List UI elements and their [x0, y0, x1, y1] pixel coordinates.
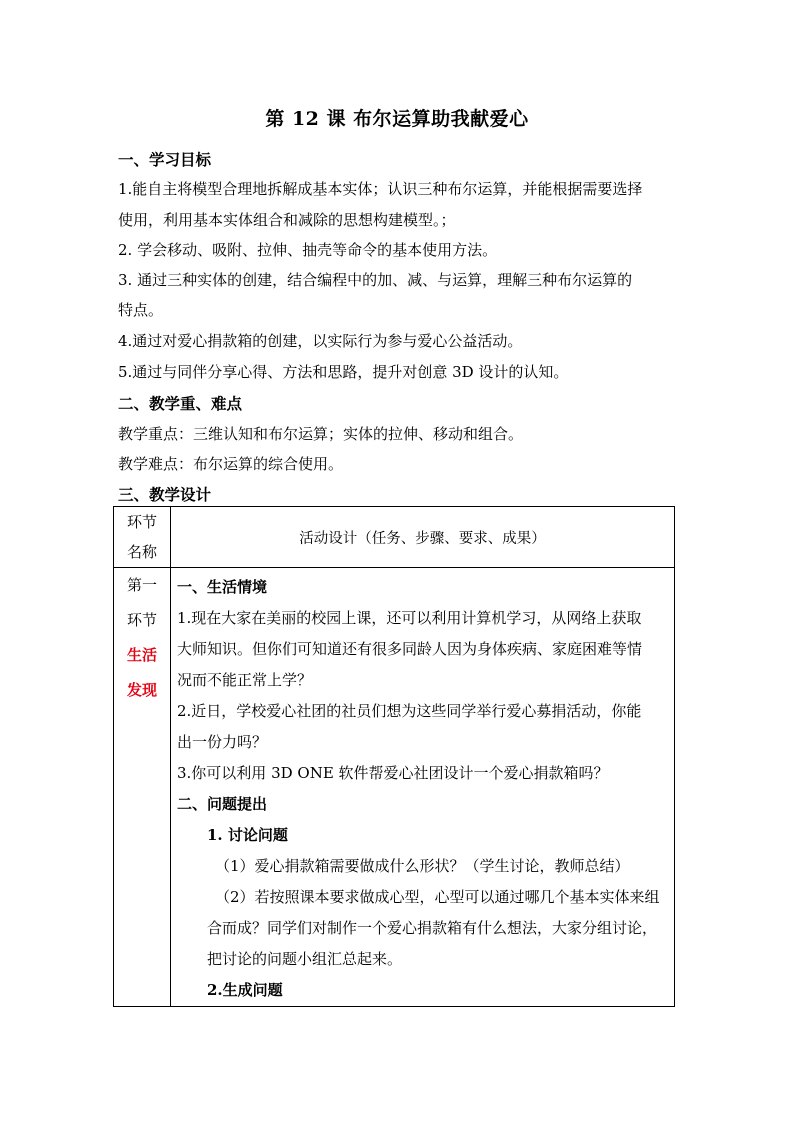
content-subheading: 1. 讨论问题 — [207, 826, 288, 844]
goal-line: 4.通过对爱心捐款箱的创建，以实际行为参与爱心公益活动。 — [118, 332, 523, 350]
section-heading-goals: 一、学习目标 — [118, 150, 212, 169]
goal-line: 使用，利用基本实体组合和减除的思想构建模型。； — [118, 211, 456, 229]
content-line: 大师知识。但你们可知道还有很多同龄人因为身体疾病、家庭困难等情 — [177, 640, 643, 658]
teaching-design-table — [113, 506, 675, 1007]
activity-cell — [171, 568, 675, 1007]
table-header-row — [114, 507, 675, 568]
content-line: 3.你可以利用 3D ONE 软件帮爱心社团设计一个爱心捐款箱吗？ — [177, 764, 609, 782]
stage-name-red: 发现 — [126, 681, 157, 699]
goal-line: 3. 通过三种实体的创建，结合编程中的加、减、与运算，理解三种布尔运算的 — [118, 271, 633, 289]
stage-text: 环节 — [126, 611, 157, 629]
content-line: 把讨论的问题小组汇总起来。 — [207, 950, 403, 968]
content-heading: 二、问题提出 — [177, 795, 268, 813]
content-line: 况而不能正常上学？ — [177, 671, 313, 689]
content-line: 1.现在大家在美丽的校园上课，还可以利用计算机学习，从网络上获取 — [177, 609, 642, 627]
goal-line: 1.能自主将模型合理地拆解成基本实体；认识三种布尔运算，并能根据需要选择 — [118, 180, 643, 198]
key-point-text: 教学重点：三维认知和布尔运算；实体的拉伸、移动和组合。 — [118, 425, 524, 443]
content-line: 合而成？同学们对制作一个爱心捐款箱有什么想法，大家分组讨论， — [207, 919, 658, 937]
content-line: （2）若按照课本要求做成心型，心型可以通过哪几个基本实体来组 — [215, 888, 660, 906]
header-cell-activity: 活动设计（任务、步骤、要求、成果） — [171, 507, 675, 568]
content-line: 2.近日，学校爱心社团的社员们想为这些同学举行爱心募捐活动，你能 — [177, 702, 642, 720]
content-heading: 一、生活情境 — [177, 578, 268, 596]
lesson-title: 第 12 课 布尔运算助我献爱心 — [265, 108, 529, 130]
goal-line: 5.通过与同伴分享心得、方法和思路，提升对创意 3D 设计的认知。 — [118, 363, 569, 381]
goal-line: 特点。 — [118, 301, 164, 319]
difficult-point-text: 教学难点：布尔运算的综合使用。 — [118, 455, 344, 473]
header-cell-stage — [114, 507, 171, 568]
content-subheading: 2.生成问题 — [207, 981, 283, 999]
stage-cell — [114, 568, 171, 1007]
goal-line: 2. 学会移动、吸附、拉伸、抽壳等命令的基本使用方法。 — [118, 241, 498, 259]
table-row — [114, 568, 675, 1007]
stage-text: 第一 — [126, 576, 157, 594]
section-heading-design: 三、教学设计 — [118, 485, 212, 504]
stage-name-red: 生活 — [126, 646, 157, 664]
header-stage-text-1: 环节 — [126, 513, 157, 531]
header-stage-text-2: 名称 — [126, 543, 157, 561]
content-line: （1）爱心捐款箱需要做成什么形状？（学生讨论，教师总结） — [215, 857, 630, 875]
content-line: 出一份力吗？ — [177, 733, 268, 751]
section-heading-key-points: 二、教学重、难点 — [118, 394, 243, 413]
